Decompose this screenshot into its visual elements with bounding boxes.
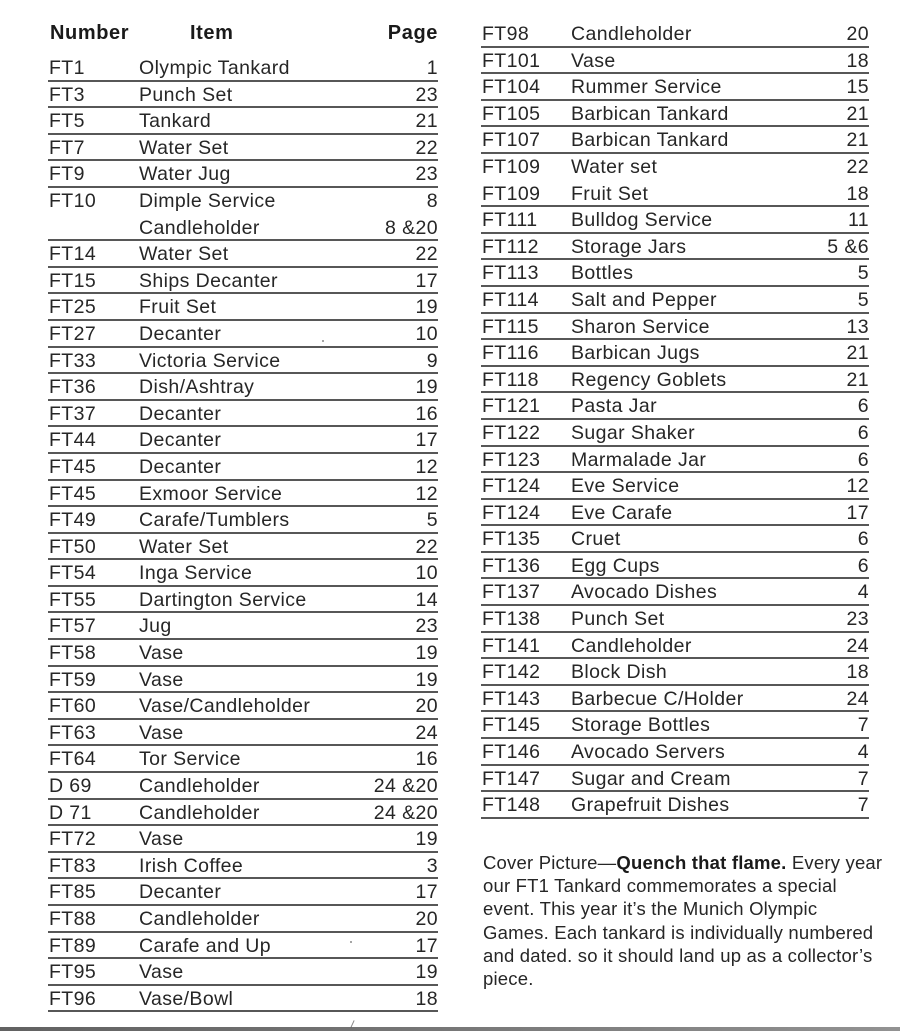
item-name: Punch Set — [571, 608, 665, 631]
item-number: FT1 — [49, 57, 85, 79]
item-name: Carafe/Tumblers — [139, 509, 290, 532]
item-page: 7 — [857, 714, 869, 737]
item-number: FT147 — [482, 767, 541, 790]
table-row — [48, 348, 438, 375]
item-name: Tor Service — [139, 748, 241, 771]
left-item-list — [48, 55, 438, 1012]
header-page: Page — [387, 22, 438, 44]
item-name: Vase/Candleholder — [139, 695, 311, 718]
table-row — [48, 294, 438, 321]
table-row — [481, 500, 869, 527]
item-page: 17 — [415, 881, 438, 904]
item-page: 5 — [426, 509, 438, 532]
item-name: Candleholder — [571, 23, 692, 45]
item-name: Exmoor Service — [139, 482, 283, 505]
table-row — [48, 773, 438, 800]
item-name: Avocado Servers — [571, 741, 726, 764]
item-number: FT118 — [482, 368, 539, 391]
item-page: 12 — [846, 475, 869, 498]
item-name: Vase — [139, 668, 184, 691]
item-number: FT14 — [49, 243, 97, 266]
item-page: 18 — [415, 987, 438, 1010]
item-number: FT63 — [49, 721, 97, 744]
item-number: FT5 — [49, 110, 85, 133]
item-page: 21 — [415, 110, 438, 133]
table-row — [481, 314, 869, 341]
item-number: FT115 — [482, 315, 539, 338]
item-name: Dartington Service — [139, 588, 307, 611]
item-page: 19 — [415, 296, 438, 319]
table-row — [48, 906, 438, 933]
item-number: FT104 — [482, 76, 541, 99]
item-page: 6 — [857, 448, 869, 471]
item-name: Candleholder — [139, 801, 260, 824]
item-number: FT58 — [49, 642, 97, 665]
item-number: FT121 — [482, 395, 541, 418]
table-row — [48, 215, 438, 242]
item-name: Decanter — [139, 429, 222, 452]
item-name: Water Jug — [139, 163, 231, 186]
table-row — [48, 161, 438, 188]
item-page: 12 — [415, 482, 438, 505]
table-row — [481, 447, 869, 474]
item-name: Regency Goblets — [571, 368, 727, 391]
header-number: Number — [50, 22, 130, 44]
item-number: FT143 — [482, 687, 541, 710]
item-name: Rummer Service — [571, 76, 722, 99]
item-name: Storage Jars — [571, 235, 687, 258]
item-page: 23 — [415, 163, 438, 186]
print-speck — [322, 340, 324, 342]
item-name: Candleholder — [571, 634, 692, 657]
item-number: FT146 — [482, 741, 541, 764]
item-page: 22 — [415, 243, 438, 266]
item-page: 19 — [415, 828, 438, 851]
table-row — [481, 340, 869, 367]
item-name: Water Set — [139, 136, 229, 159]
table-row — [481, 234, 869, 261]
item-name: Candleholder — [139, 908, 260, 930]
item-number: FT36 — [49, 376, 97, 399]
item-number: FT57 — [49, 615, 97, 638]
item-name: Bulldog Service — [571, 209, 713, 232]
item-page: 20 — [415, 908, 438, 930]
item-number: FT137 — [482, 581, 541, 604]
cover-lead: Cover Picture— — [483, 852, 617, 873]
item-page: 7 — [857, 767, 869, 790]
item-page: 24 &20 — [373, 775, 438, 798]
item-name: Water set — [571, 155, 658, 178]
item-number: FT112 — [482, 235, 539, 258]
table-row — [481, 367, 869, 394]
item-name: Candleholder — [139, 216, 260, 239]
item-number: FT111 — [482, 209, 538, 232]
table-row — [481, 207, 869, 234]
table-row — [48, 800, 438, 827]
table-row — [48, 321, 438, 348]
item-name: Avocado Dishes — [571, 581, 718, 604]
table-row — [48, 427, 438, 454]
item-page: 17 — [415, 429, 438, 452]
item-page: 11 — [847, 209, 869, 232]
item-page: 24 — [846, 687, 869, 710]
table-row — [481, 181, 869, 208]
table-row — [481, 739, 869, 766]
table-row — [48, 374, 438, 401]
item-number: FT27 — [49, 322, 97, 345]
item-name: Inga Service — [139, 562, 253, 585]
item-number: FT148 — [482, 794, 541, 817]
item-number: FT54 — [49, 562, 97, 585]
item-name: Dish/Ashtray — [139, 376, 255, 399]
item-number: FT7 — [49, 136, 85, 159]
item-page: 17 — [415, 934, 438, 957]
item-number: FT138 — [482, 608, 541, 631]
item-page: 5 &6 — [827, 235, 869, 258]
item-name: Barbecue C/Holder — [571, 687, 744, 710]
item-name: Eve Service — [571, 475, 680, 498]
table-row — [48, 481, 438, 508]
table-row — [481, 712, 869, 739]
item-number: FT98 — [482, 23, 530, 45]
item-page: 24 — [846, 634, 869, 657]
item-name: Decanter — [139, 455, 222, 478]
item-name: Vase/Bowl — [139, 987, 234, 1010]
table-row — [48, 188, 438, 215]
table-row — [48, 507, 438, 534]
table-row — [481, 633, 869, 660]
item-number: FT37 — [49, 402, 97, 425]
item-number: FT145 — [482, 714, 541, 737]
table-row — [481, 553, 869, 580]
table-row — [481, 393, 869, 420]
print-speck — [350, 941, 352, 943]
item-number: FT64 — [49, 748, 97, 771]
item-page: 22 — [846, 155, 869, 178]
item-name: Carafe and Up — [139, 934, 272, 957]
item-name: Irish Coffee — [139, 854, 244, 877]
item-number: FT83 — [49, 854, 97, 877]
table-row — [48, 534, 438, 561]
table-row — [48, 933, 438, 960]
table-row — [481, 606, 869, 633]
item-page: 5 — [857, 262, 869, 285]
item-number: FT105 — [482, 102, 541, 125]
item-page: 21 — [846, 129, 869, 152]
table-header — [48, 22, 438, 48]
item-page: 23 — [415, 83, 438, 106]
item-number: FT142 — [482, 661, 541, 684]
item-name: Bottles — [571, 262, 634, 285]
item-number: FT109 — [482, 182, 541, 205]
table-row — [48, 55, 438, 82]
item-name: Fruit Set — [571, 182, 649, 205]
item-page: 6 — [857, 395, 869, 418]
item-page: 16 — [415, 748, 438, 771]
item-page: 24 — [415, 721, 438, 744]
item-page: 6 — [857, 421, 869, 444]
table-row — [481, 526, 869, 553]
item-name: Barbican Tankard — [571, 129, 729, 152]
item-page: 18 — [846, 661, 869, 684]
item-number: FT101 — [482, 49, 541, 72]
item-name: Storage Bottles — [571, 714, 711, 737]
table-row — [48, 560, 438, 587]
table-row — [48, 640, 438, 667]
item-number: FT49 — [49, 509, 97, 532]
table-row — [48, 667, 438, 694]
table-row — [481, 579, 869, 606]
item-number: FT109 — [482, 155, 541, 178]
item-page: 14 — [415, 588, 438, 611]
item-page: 6 — [857, 528, 869, 551]
item-page: 24 &20 — [373, 801, 438, 824]
item-name: Block Dish — [571, 661, 668, 684]
item-name: Jug — [139, 615, 172, 638]
table-row — [481, 21, 869, 48]
item-number: D 71 — [49, 801, 92, 824]
item-name: Eve Carafe — [571, 501, 673, 524]
item-number: FT72 — [49, 828, 97, 851]
item-number: FT122 — [482, 421, 541, 444]
table-row — [48, 720, 438, 747]
table-row — [481, 48, 869, 75]
item-name: Vase — [139, 828, 184, 851]
item-number: FT124 — [482, 475, 541, 498]
item-name: Barbican Jugs — [571, 342, 700, 365]
table-row — [48, 108, 438, 135]
table-row — [48, 693, 438, 720]
item-name: Dimple Service — [139, 189, 276, 212]
item-name: Pasta Jar — [571, 395, 657, 418]
table-row — [481, 659, 869, 686]
item-number: FT107 — [482, 129, 541, 152]
item-page: 9 — [426, 349, 438, 372]
item-number: FT55 — [49, 588, 97, 611]
item-name: Tankard — [139, 110, 212, 133]
item-page: 18 — [846, 49, 869, 72]
item-number: FT114 — [482, 288, 539, 311]
item-name: Decanter — [139, 402, 222, 425]
item-page: 17 — [415, 269, 438, 292]
item-page: 19 — [415, 376, 438, 399]
table-row — [481, 260, 869, 287]
table-row — [48, 613, 438, 640]
item-number: FT89 — [49, 934, 97, 957]
item-name: Decanter — [139, 881, 222, 904]
item-number: FT124 — [482, 501, 541, 524]
item-number: FT3 — [49, 83, 85, 106]
item-name: Sugar and Cream — [571, 767, 731, 790]
item-page: 19 — [415, 668, 438, 691]
table-row — [48, 986, 438, 1013]
item-number: FT9 — [49, 163, 85, 186]
item-number: FT44 — [49, 429, 97, 452]
item-name: Water Set — [139, 243, 229, 266]
item-number: FT59 — [49, 668, 97, 691]
item-page: 12 — [415, 455, 438, 478]
item-page: 6 — [857, 554, 869, 577]
item-name: Fruit Set — [139, 296, 217, 319]
item-page: 4 — [857, 741, 869, 764]
table-row — [48, 853, 438, 880]
item-number: FT123 — [482, 448, 541, 471]
item-page: 7 — [857, 794, 869, 817]
item-page: 16 — [415, 402, 438, 425]
item-page: 19 — [415, 961, 438, 984]
item-name: Punch Set — [139, 83, 233, 106]
table-row — [48, 135, 438, 162]
table-row — [481, 473, 869, 500]
item-page: 21 — [846, 368, 869, 391]
table-row — [48, 879, 438, 906]
item-number: FT136 — [482, 554, 541, 577]
item-page: 15 — [846, 76, 869, 99]
table-row — [481, 420, 869, 447]
table-row — [48, 746, 438, 773]
item-page: 8 — [426, 189, 438, 212]
item-number: FT33 — [49, 349, 97, 372]
item-page: 18 — [846, 182, 869, 205]
item-page: 1 — [426, 57, 438, 79]
item-name: Decanter — [139, 322, 222, 345]
item-number: FT96 — [49, 987, 97, 1010]
item-number: FT113 — [482, 262, 539, 285]
item-number: FT135 — [482, 528, 541, 551]
item-page: 10 — [415, 562, 438, 585]
item-number: FT50 — [49, 535, 97, 558]
right-item-list — [481, 21, 869, 819]
table-row — [48, 959, 438, 986]
item-name: Egg Cups — [571, 554, 660, 577]
item-page: 3 — [426, 854, 438, 877]
item-name: Sugar Shaker — [571, 421, 696, 444]
item-number: FT45 — [49, 482, 97, 505]
item-name: Olympic Tankard — [139, 57, 290, 79]
item-page: 5 — [857, 288, 869, 311]
item-number: FT116 — [482, 342, 539, 365]
item-page: 20 — [846, 23, 869, 45]
table-row — [48, 826, 438, 853]
item-page: 21 — [846, 102, 869, 125]
header-item: Item — [190, 22, 234, 44]
item-page: 10 — [415, 322, 438, 345]
table-row — [48, 268, 438, 295]
item-name: Vase — [139, 642, 184, 665]
item-number: FT10 — [49, 189, 97, 212]
item-number: FT141 — [482, 634, 541, 657]
item-name: Vase — [571, 49, 616, 72]
item-page: 19 — [415, 642, 438, 665]
table-row — [48, 587, 438, 614]
table-row — [481, 127, 869, 154]
table-row — [481, 792, 869, 819]
item-page: 22 — [415, 136, 438, 159]
item-page: 23 — [846, 608, 869, 631]
cover-caption — [483, 851, 883, 990]
item-name: Marmalade Jar — [571, 448, 707, 471]
item-number: FT88 — [49, 908, 97, 930]
table-row — [48, 401, 438, 428]
table-row — [481, 287, 869, 314]
cover-body: Every year our FT1 Tankard commemorates a special event. This year it’s the Munich Olympic Games. Each tankard is individually numbered and dated. so it should land up as a collector’s piece. — [483, 852, 883, 990]
item-page: 8 &20 — [385, 216, 438, 239]
item-page: 21 — [846, 342, 869, 365]
item-number: FT15 — [49, 269, 97, 292]
cover-title: Quench that flame. — [616, 852, 787, 873]
item-number: FT25 — [49, 296, 97, 319]
item-name: Salt and Pepper — [571, 288, 717, 311]
item-number: FT60 — [49, 695, 97, 718]
item-page: 22 — [415, 535, 438, 558]
table-row — [48, 241, 438, 268]
table-row — [481, 154, 869, 181]
item-name: Cruet — [571, 528, 621, 551]
item-number: FT85 — [49, 881, 97, 904]
item-name: Barbican Tankard — [571, 102, 729, 125]
item-name: Water Set — [139, 535, 229, 558]
item-name: Victoria Service — [139, 349, 281, 372]
item-page: 17 — [846, 501, 869, 524]
item-name: Candleholder — [139, 775, 260, 798]
item-page: 20 — [415, 695, 438, 718]
item-number: FT45 — [49, 455, 97, 478]
table-row — [48, 454, 438, 481]
item-name: Vase — [139, 721, 184, 744]
table-row — [481, 101, 869, 128]
item-name: Ships Decanter — [139, 269, 278, 292]
table-row — [48, 82, 438, 109]
table-row — [481, 686, 869, 713]
item-number: D 69 — [49, 775, 92, 798]
item-name: Grapefruit Dishes — [571, 794, 730, 817]
item-page: 4 — [857, 581, 869, 604]
item-name: Sharon Service — [571, 315, 710, 338]
item-name: Vase — [139, 961, 184, 984]
item-number: FT95 — [49, 961, 97, 984]
item-page: 23 — [415, 615, 438, 638]
table-row — [481, 74, 869, 101]
bottom-rule — [0, 1027, 900, 1031]
item-page: 13 — [846, 315, 869, 338]
table-row — [481, 766, 869, 793]
